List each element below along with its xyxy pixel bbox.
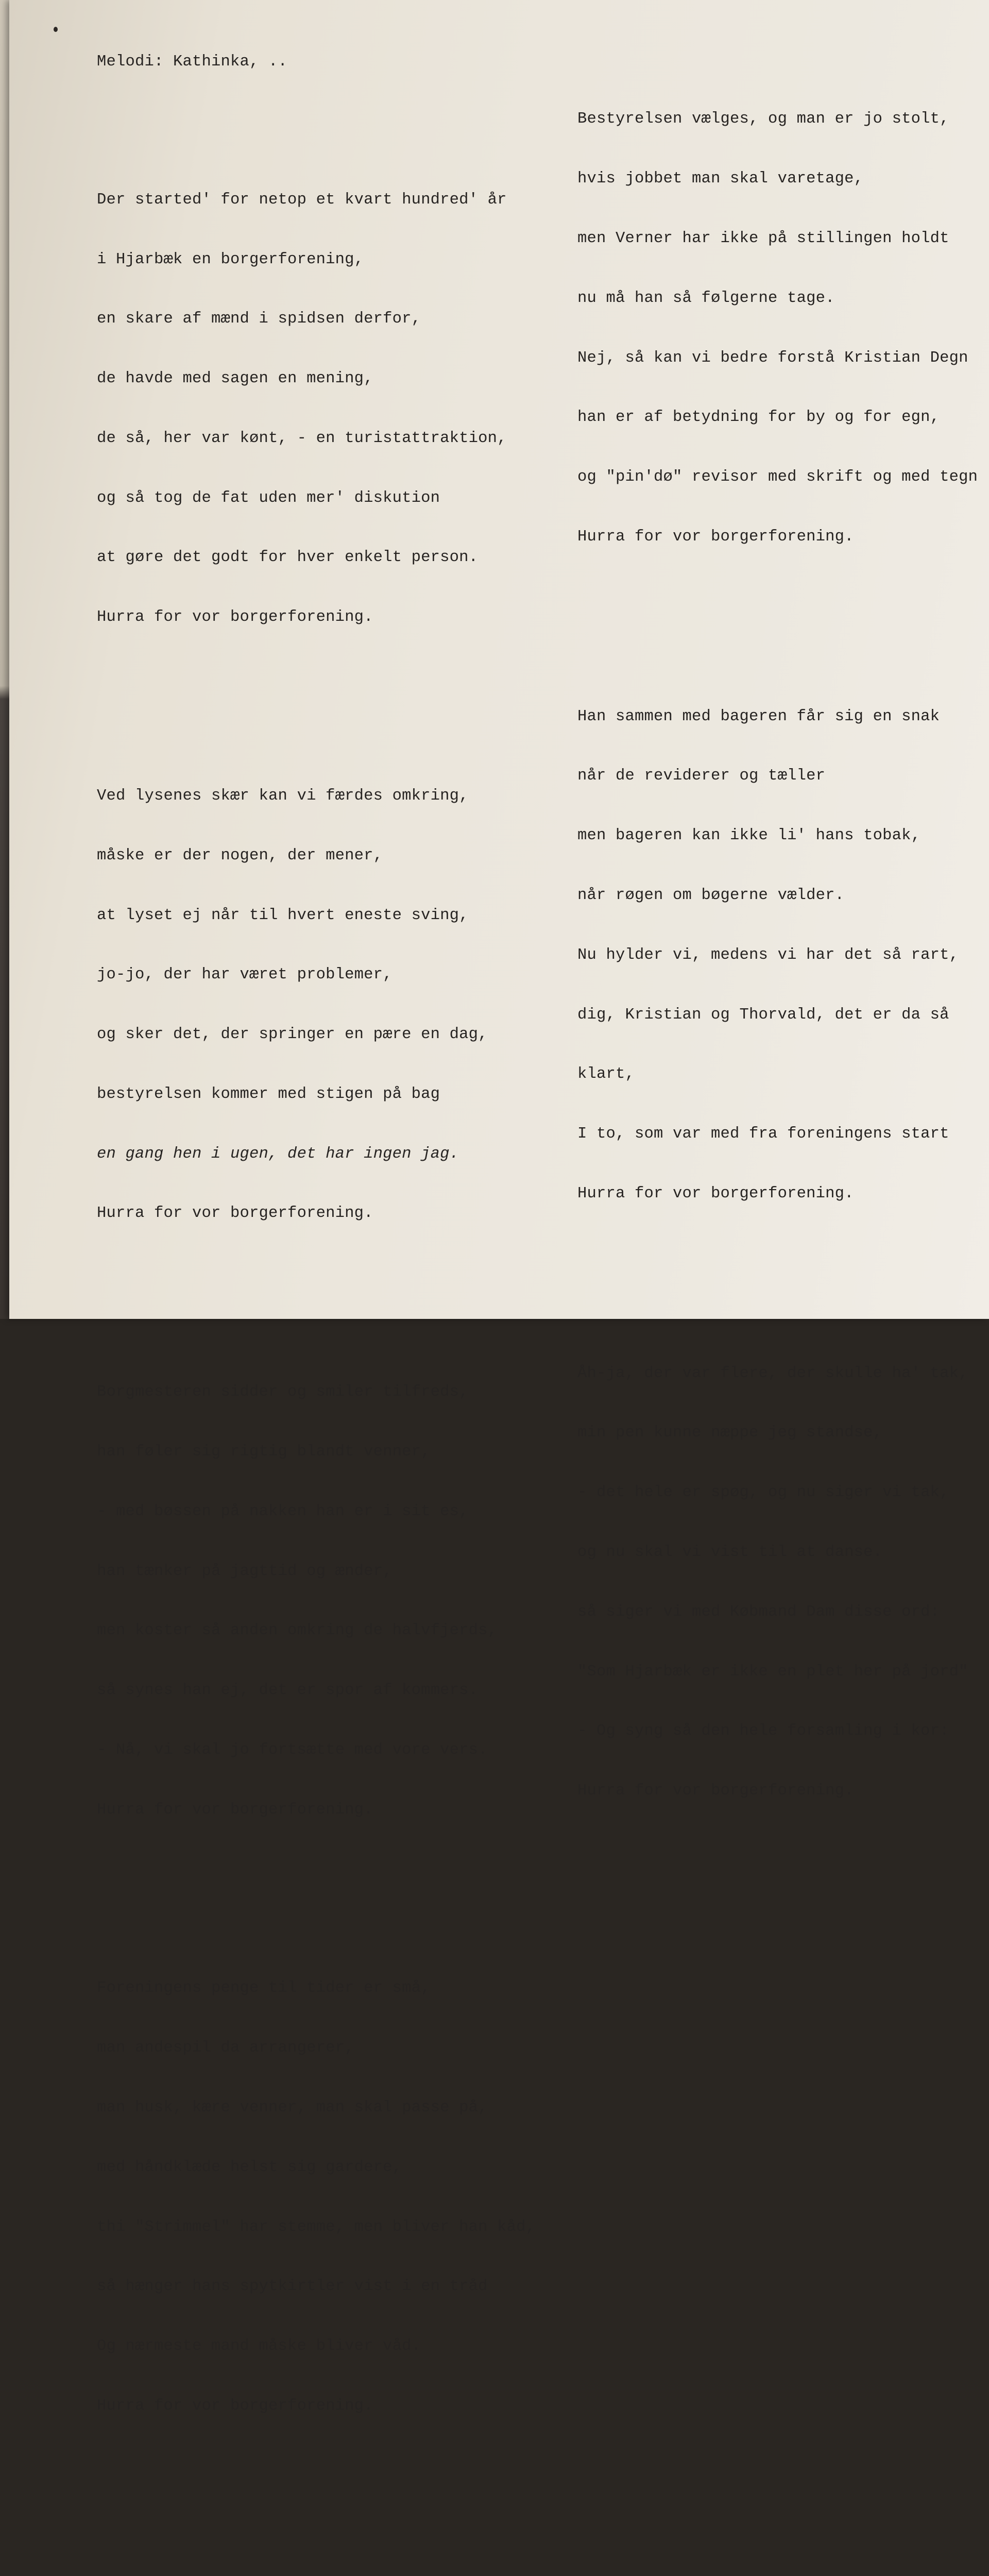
verse-line: de havde med sagen en mening,	[97, 370, 373, 388]
stanza-3	[97, 1343, 560, 1859]
verse-line: nu må han så følgerne tage.	[577, 289, 835, 307]
verse-line: - Og syng så den hele forsamling i kor:	[577, 1722, 949, 1740]
verse-line: han tænker på jagttid og ænder,	[97, 1562, 393, 1580]
verse-line: Nej, så kan vi bedre forstå Kristian Degn	[577, 349, 968, 367]
verse-line: Ved lysenes skær kan vi færdes omkring,	[97, 787, 469, 805]
verse-line: man andespil da arrangerer,	[97, 2039, 354, 2057]
verse-line: så siger vi med Købmand Dam disse ord:	[577, 1603, 940, 1621]
verse-line: - det hele er spøg, og nu siger vi tak,	[577, 1484, 949, 1502]
page-edge-background	[0, 0, 9, 1319]
verse-line: klart,	[577, 1065, 635, 1083]
verse-line: thi "Strimmel" har stemme, men bliver han kåd,	[97, 2218, 536, 2236]
verse-line: måske er der nogen, der mener,	[97, 846, 383, 865]
verse-line: Og nærmeste mand måske bliver våd.	[97, 2337, 421, 2355]
verse-line: Foreningens penge til tider er små,	[97, 1979, 431, 1997]
refrain-line: Hurra for vor borgerforening.	[97, 1801, 373, 1819]
verse-line: man husk, kære venner, man skal passe på,	[97, 2098, 488, 2116]
stanza-10	[577, 1324, 989, 1840]
verse-line: med håndklæde helst sig gardere,	[97, 2158, 402, 2176]
verse-line: Borgmesteren sidder og smiler tilfreds,	[97, 1383, 469, 1401]
paper-sheet	[9, 0, 989, 2415]
refrain-line: Hurra for vor borgerforening.	[577, 1782, 854, 1800]
stanza-8	[577, 70, 989, 586]
verse-line: at lyset ej når til hvert eneste sving,	[97, 906, 469, 924]
verse-line: Åh-ja, der var flere, der skulle ha' tak,	[577, 1364, 968, 1382]
verse-line: bestyrelsen kommer med stigen på bag	[97, 1085, 440, 1103]
verse-line: en skare af mænd i spidsen derfor,	[97, 310, 421, 328]
left-column	[97, 12, 560, 2576]
stanza-1	[97, 150, 560, 667]
verse-line: og "pin'dø" revisor med skrift og med tegn	[577, 468, 978, 486]
verse-line: og så tog de fat uden mer' diskution	[97, 489, 440, 507]
refrain-line: Hurra for vor borgerforening.	[97, 1205, 373, 1223]
verse-line: Nu hylder vi, medens vi har det så rart,	[577, 946, 959, 964]
stanza-5	[97, 2535, 560, 2576]
stanza-2	[97, 747, 560, 1263]
verse-line: så synes han ej, det er spor af kommers.	[97, 1682, 479, 1700]
verse-line: han er af betydning for by og for egn,	[577, 409, 940, 427]
refrain-line: Hurra for vor borgerforening.	[577, 1184, 854, 1202]
verse-line: "Som Hjarbæk er ikke en plet her på jord"	[577, 1663, 968, 1681]
verse-line: så hænger hans spytkirtler vist i en tråd	[97, 2278, 488, 2296]
verse-line: og sker det, der springer en pære en dag,	[97, 1026, 488, 1044]
refrain-line: Hurra for vor borgerforening.	[97, 2397, 373, 2415]
verse-line: - Nå, vi skal jo fortsætte med vore vers.	[97, 1741, 488, 1759]
verse-line: Der started' for netop et kvart hundred' år	[97, 191, 507, 209]
verse-line: i Hjarbæk en borgerforening,	[97, 250, 364, 268]
verse-line: dig, Kristian og Thorvald, det er da så	[577, 1006, 949, 1024]
ink-dot	[54, 27, 58, 32]
verse-line	[97, 2575, 560, 2576]
stanza-9	[577, 667, 989, 1243]
stanza-4	[97, 1939, 560, 2455]
verse-line: min pen kunne næppe jeg standse,	[577, 1424, 883, 1442]
verse-line: og nu skal vi vist til at danse.	[577, 1543, 883, 1561]
verse-line: de så, her var kønt, - en turistattraktion,	[97, 429, 507, 447]
verse-line: I to, som var med fra foreningens start	[577, 1125, 949, 1143]
verse-line: men bageren kan ikke li' hans tobak,	[577, 827, 921, 845]
verse-line: han føler sig rigtig blandt venner,	[97, 1443, 431, 1461]
right-column	[577, 30, 989, 1880]
verse-line: men Verner har ikke på stillingen holdt	[577, 229, 949, 247]
melody-line: Melodi: Kathinka, ..	[97, 53, 288, 71]
verse-line: - med bøssen på nakken han er i sit es,	[97, 1502, 469, 1520]
verse-line: at gøre det godt for hver enkelt person.	[97, 549, 479, 567]
verse-line: Han sammen med bageren får sig en snak	[577, 707, 940, 725]
verse-line: en gang hen i ugen, det har ingen jag.	[97, 1145, 459, 1163]
verse-line: jo-jo, der har været problemer,	[97, 966, 393, 984]
verse-line: når røgen om bøgerne vælder.	[577, 886, 845, 904]
verse-line: hvis jobbet man skal varetage,	[577, 170, 864, 188]
refrain-line: Hurra for vor borgerforening.	[97, 608, 373, 626]
refrain-line: Hurra for vor borgerforening.	[577, 528, 854, 546]
verse-line: når de reviderer og tæller	[577, 767, 826, 785]
verse-line: Bestyrelsen vælges, og man er jo stolt,	[577, 110, 949, 128]
verse-line: men koster så anden omkring de halvfjerds,	[97, 1622, 498, 1640]
